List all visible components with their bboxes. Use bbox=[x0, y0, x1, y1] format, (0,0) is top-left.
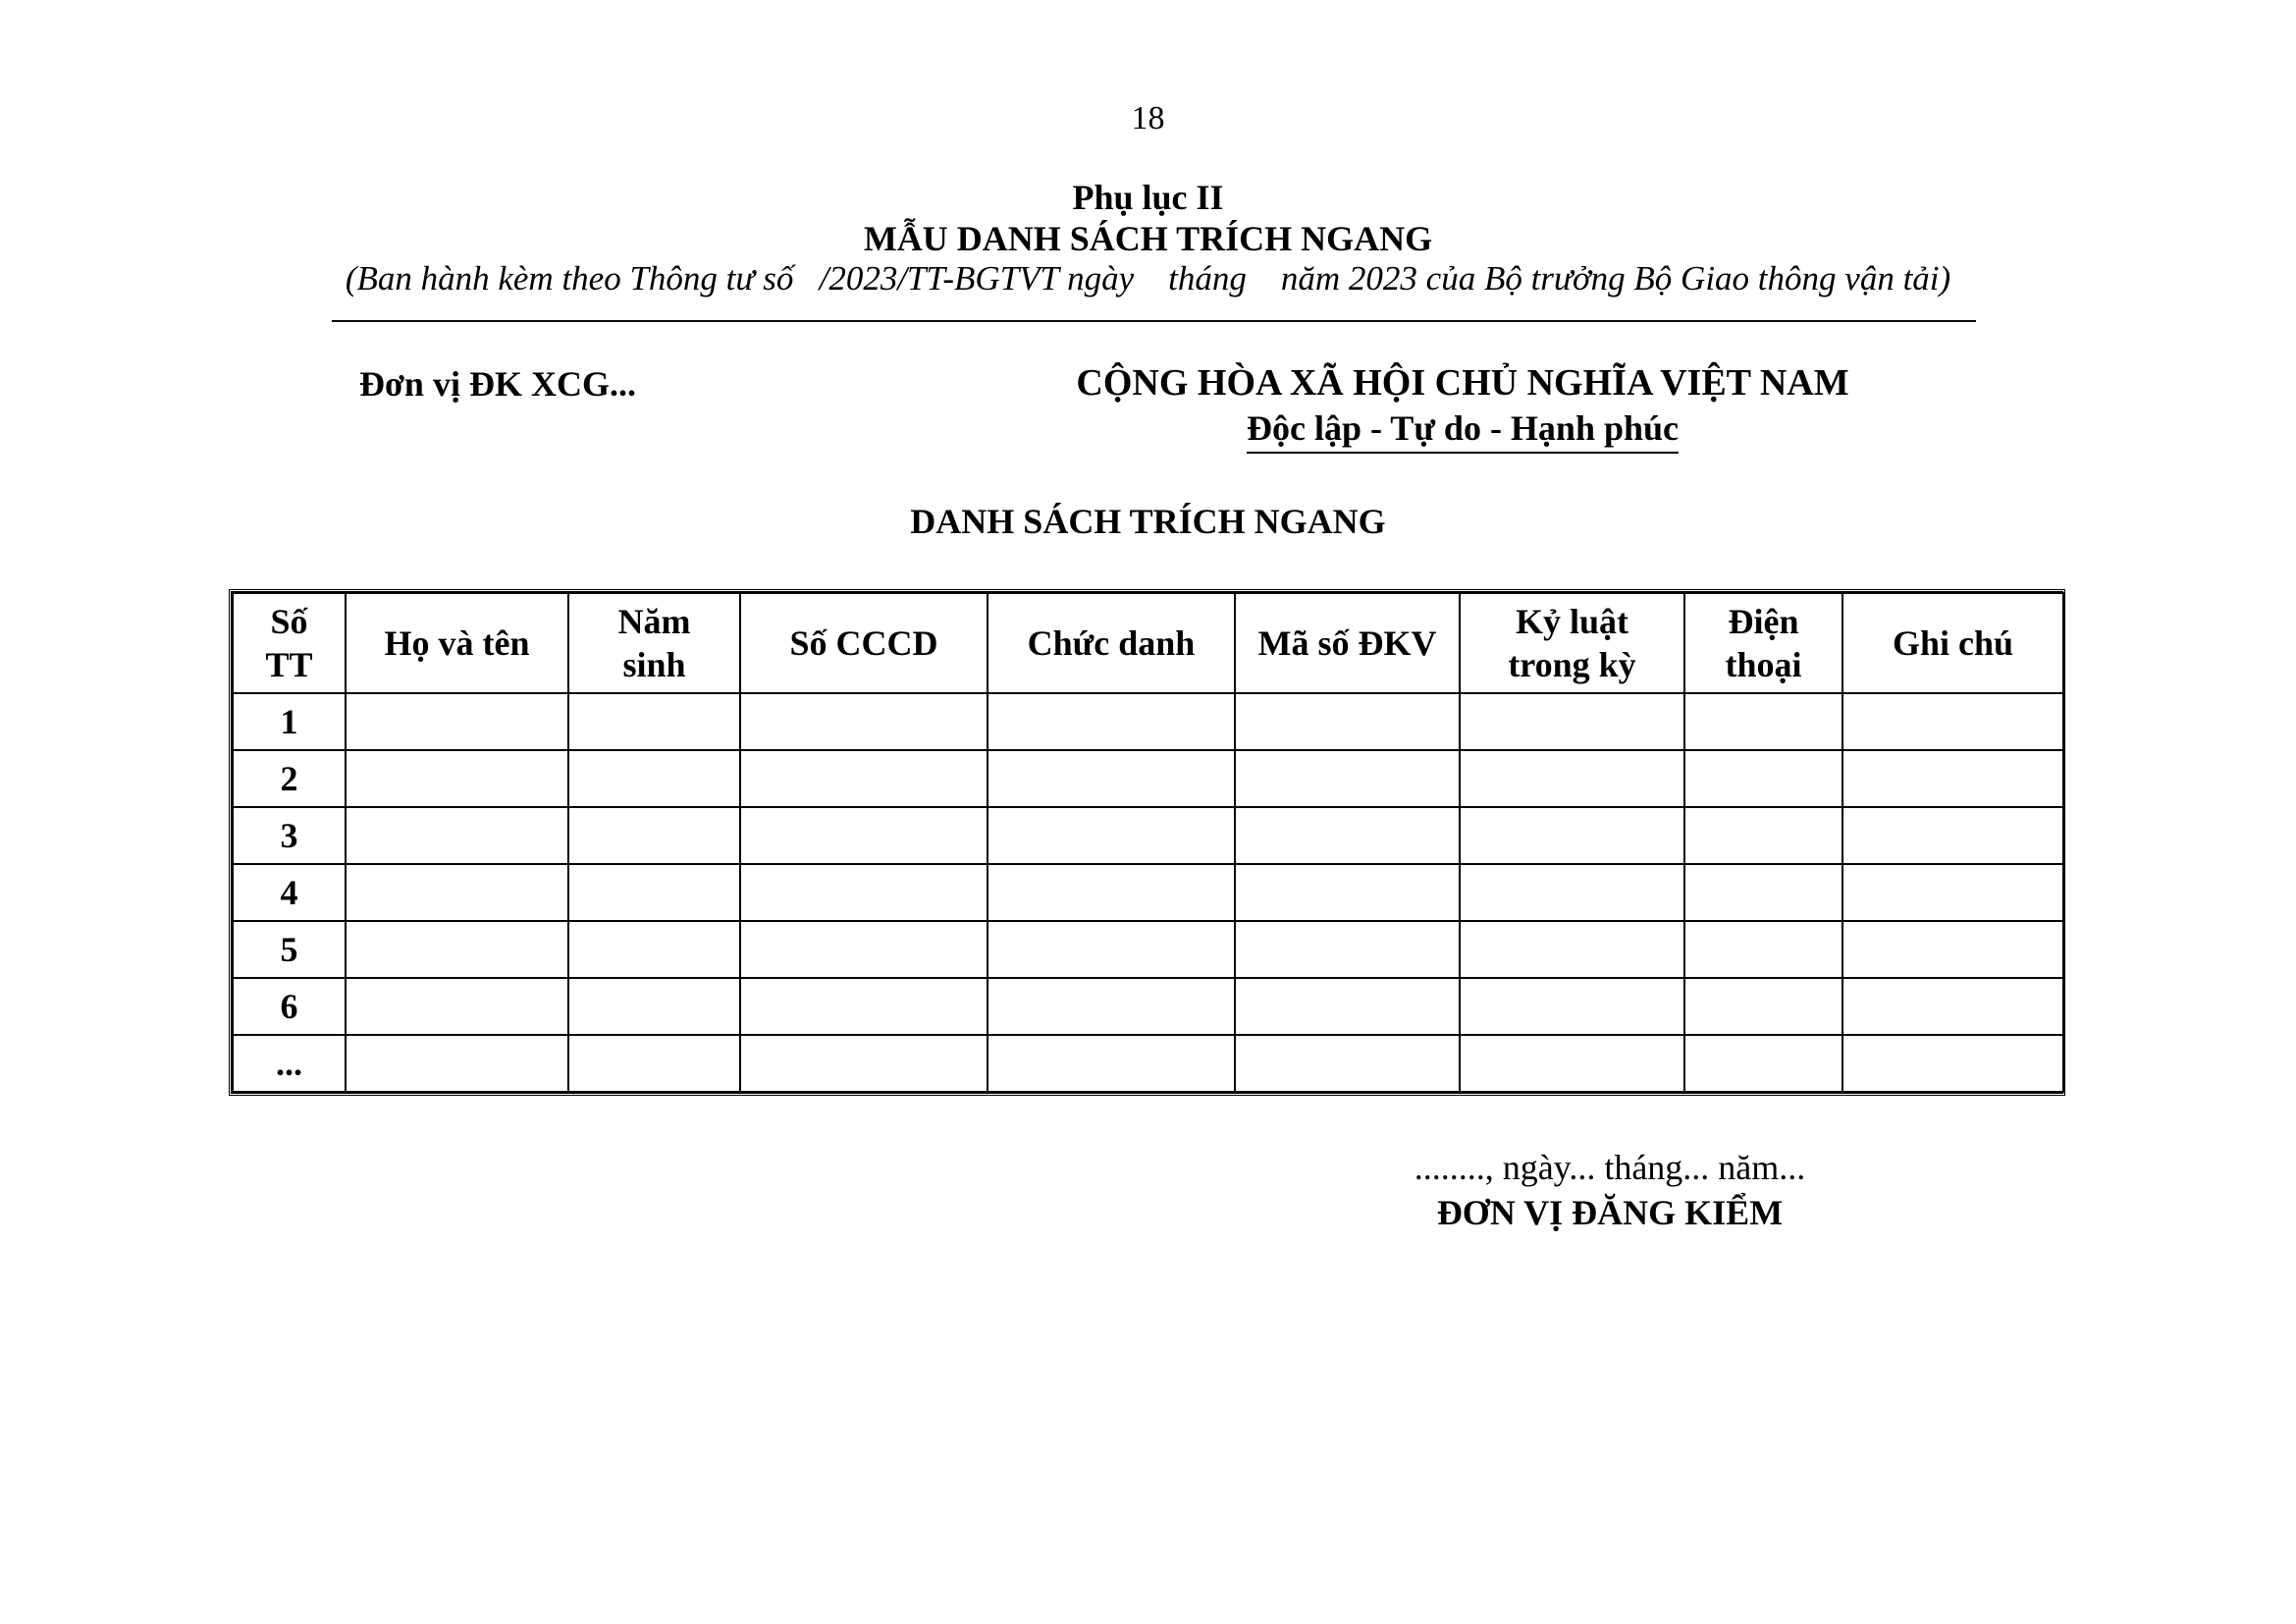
discipline-cell bbox=[1460, 921, 1684, 978]
birth-year-cell bbox=[568, 921, 740, 978]
full-name-cell bbox=[346, 693, 568, 750]
notes-cell bbox=[1842, 864, 2063, 921]
inspector-code-cell bbox=[1235, 1035, 1460, 1092]
notes-cell bbox=[1842, 978, 2063, 1035]
position-cell bbox=[988, 807, 1235, 864]
discipline-cell bbox=[1460, 978, 1684, 1035]
phone-cell bbox=[1684, 807, 1842, 864]
page-number: 18 bbox=[1131, 100, 1165, 136]
full-name-cell bbox=[346, 807, 568, 864]
unit-label: Đơn vị ĐK XCG... bbox=[359, 364, 636, 404]
id-number-cell bbox=[740, 750, 988, 807]
row-number-cell: ... bbox=[233, 1035, 346, 1092]
inspector-code-cell bbox=[1235, 921, 1460, 978]
notes-cell bbox=[1842, 921, 2063, 978]
column-header-line: thoại bbox=[1725, 645, 1802, 684]
header-divider bbox=[332, 320, 1976, 322]
discipline-cell bbox=[1460, 693, 1684, 750]
inspector-code-cell bbox=[1235, 693, 1460, 750]
phone-cell bbox=[1684, 978, 1842, 1035]
phone-cell bbox=[1684, 864, 1842, 921]
column-header-phone bbox=[1684, 593, 1842, 693]
row-number-cell: 2 bbox=[233, 750, 346, 807]
column-header-line: Chức danh bbox=[1027, 623, 1196, 663]
column-header-line: Số CCCD bbox=[789, 623, 938, 663]
phone-cell bbox=[1684, 750, 1842, 807]
row-number-cell: 1 bbox=[233, 693, 346, 750]
position-cell bbox=[988, 864, 1235, 921]
column-header-stt bbox=[233, 593, 346, 693]
birth-year-cell bbox=[568, 807, 740, 864]
form-title: MẪU DANH SÁCH TRÍCH NGANG bbox=[863, 219, 1433, 258]
position-cell bbox=[988, 693, 1235, 750]
column-header-line: TT bbox=[265, 645, 313, 684]
column-header-line: Số bbox=[270, 602, 308, 641]
position-cell bbox=[988, 921, 1235, 978]
birth-year-cell bbox=[568, 864, 740, 921]
notes-cell bbox=[1842, 1035, 2063, 1092]
list-table-frame bbox=[229, 589, 2065, 1096]
phone-cell bbox=[1684, 693, 1842, 750]
birth-year-cell bbox=[568, 750, 740, 807]
id-number-cell bbox=[740, 693, 988, 750]
column-header-line: trong kỳ bbox=[1508, 645, 1636, 684]
table-row bbox=[233, 750, 2063, 807]
id-number-cell bbox=[740, 921, 988, 978]
signature-block bbox=[1306, 1145, 1914, 1235]
id-number-cell bbox=[740, 978, 988, 1035]
birth-year-cell bbox=[568, 693, 740, 750]
nation-title: CỘNG HÒA XÃ HỘI CHỦ NGHĨA VIỆT NAM bbox=[1076, 362, 1849, 404]
column-header-position bbox=[988, 593, 1235, 693]
column-header-discipline bbox=[1460, 593, 1684, 693]
notes-cell bbox=[1842, 750, 2063, 807]
discipline-cell bbox=[1460, 750, 1684, 807]
table-row bbox=[233, 921, 2063, 978]
id-number-cell bbox=[740, 1035, 988, 1092]
national-heading bbox=[1021, 359, 1904, 454]
column-header-full-name bbox=[346, 593, 568, 693]
full-name-cell bbox=[346, 750, 568, 807]
list-title: DANH SÁCH TRÍCH NGANG bbox=[910, 502, 1386, 541]
inspector-code-cell bbox=[1235, 978, 1460, 1035]
column-header-line: Kỷ luật bbox=[1515, 602, 1629, 641]
signature-organization: ĐƠN VỊ ĐĂNG KIỂM bbox=[1436, 1193, 1784, 1232]
table-row bbox=[233, 864, 2063, 921]
inspector-code-cell bbox=[1235, 750, 1460, 807]
position-cell bbox=[988, 1035, 1235, 1092]
row-number-cell: 4 bbox=[233, 864, 346, 921]
list-table bbox=[232, 592, 2064, 1093]
column-header-id-number bbox=[740, 593, 988, 693]
issued-note: (Ban hành kèm theo Thông tư số /2023/TT-BGTVT ngày tháng năm 2023 của Bộ trưởng Bộ Giao thông vận tải) bbox=[345, 259, 1951, 298]
column-header-line: Họ và tên bbox=[384, 623, 530, 663]
phone-cell bbox=[1684, 921, 1842, 978]
column-header-birth-year bbox=[568, 593, 740, 693]
table-row bbox=[233, 693, 2063, 750]
phone-cell bbox=[1684, 1035, 1842, 1092]
discipline-cell bbox=[1460, 1035, 1684, 1092]
table-row bbox=[233, 807, 2063, 864]
row-number-cell: 6 bbox=[233, 978, 346, 1035]
id-number-cell bbox=[740, 864, 988, 921]
column-header-notes bbox=[1842, 593, 2063, 693]
full-name-cell bbox=[346, 921, 568, 978]
column-header-line: Mã số ĐKV bbox=[1257, 623, 1437, 663]
column-header-line: Năm bbox=[617, 602, 691, 641]
full-name-cell bbox=[346, 864, 568, 921]
notes-cell bbox=[1842, 807, 2063, 864]
row-number-cell: 3 bbox=[233, 807, 346, 864]
notes-cell bbox=[1842, 693, 2063, 750]
id-number-cell bbox=[740, 807, 988, 864]
row-number-cell: 5 bbox=[233, 921, 346, 978]
signature-date-line: ........, ngày... tháng... năm... bbox=[1414, 1148, 1806, 1187]
national-motto: Độc lập - Tự do - Hạnh phúc bbox=[1247, 406, 1679, 454]
discipline-cell bbox=[1460, 864, 1684, 921]
full-name-cell bbox=[346, 1035, 568, 1092]
table-header-row bbox=[233, 593, 2063, 693]
full-name-cell bbox=[346, 978, 568, 1035]
position-cell bbox=[988, 978, 1235, 1035]
inspector-code-cell bbox=[1235, 807, 1460, 864]
inspector-code-cell bbox=[1235, 864, 1460, 921]
column-header-line: sinh bbox=[622, 645, 686, 684]
position-cell bbox=[988, 750, 1235, 807]
column-header-inspector-code bbox=[1235, 593, 1460, 693]
column-header-line: Điện bbox=[1728, 602, 1799, 641]
appendix-title: Phụ lục II bbox=[1072, 178, 1224, 217]
table-row bbox=[233, 1035, 2063, 1092]
birth-year-cell bbox=[568, 978, 740, 1035]
discipline-cell bbox=[1460, 807, 1684, 864]
birth-year-cell bbox=[568, 1035, 740, 1092]
column-header-line: Ghi chú bbox=[1892, 623, 2014, 663]
table-row bbox=[233, 978, 2063, 1035]
